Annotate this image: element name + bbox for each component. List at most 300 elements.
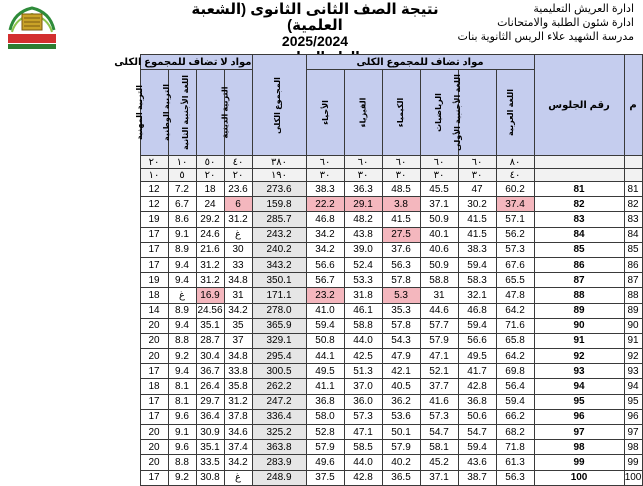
bio-cell: 38.3: [306, 182, 344, 197]
math-cell: 58.1: [420, 440, 458, 455]
total-cell: 343.2: [252, 257, 306, 272]
spacer: [0, 379, 140, 394]
national-cell: 9.2: [168, 470, 196, 485]
foreign2-cell: 24.6: [196, 227, 224, 242]
total-cell: 273.6: [252, 182, 306, 197]
table-row: [0, 455, 642, 470]
table-row: [0, 425, 642, 440]
phys-cell: 39.0: [344, 242, 382, 257]
total-cell: 300.5: [252, 364, 306, 379]
chem-cell: 50.1: [382, 425, 420, 440]
arabic-cell: 37.4: [496, 197, 534, 212]
religion-cell: 37.8: [224, 409, 252, 424]
school-emblem-icon: [4, 2, 60, 52]
bio-cell: 49.6: [306, 455, 344, 470]
foreign2-cell: 29.2: [196, 212, 224, 227]
table-row: [0, 333, 642, 348]
foreign1-cell: 43.6: [458, 455, 496, 470]
math-cell: 57.9: [420, 333, 458, 348]
total-cell: 159.8: [252, 197, 306, 212]
religion-cell: 6: [224, 197, 252, 212]
foreign2-cell: 33.5: [196, 455, 224, 470]
foreign2-cell: 30.9: [196, 425, 224, 440]
spacer: [0, 273, 140, 288]
table-row: [0, 197, 642, 212]
phys-cell: 31.8: [344, 288, 382, 303]
total-cell: 350.1: [252, 273, 306, 288]
admin-line: ادارة العريش التعليمية: [533, 3, 634, 15]
total-cell: 248.9: [252, 470, 306, 485]
arabic-cell: 60.2: [496, 182, 534, 197]
phys-cell: 47.1: [344, 425, 382, 440]
math-cell: 37.1: [420, 197, 458, 212]
religion-cell: 34.6: [224, 425, 252, 440]
phys-cell: 44.0: [344, 455, 382, 470]
total-cell: 329.1: [252, 333, 306, 348]
foreign1-cell: 41.5: [458, 212, 496, 227]
arabic-cell: 67.6: [496, 257, 534, 272]
bio-cell: 59.4: [306, 318, 344, 333]
spacer: [0, 257, 140, 272]
bio-cell: 58.0: [306, 409, 344, 424]
table-row: [0, 303, 642, 318]
subject-label: الأحياء: [320, 100, 330, 125]
results-table: [0, 54, 643, 486]
vocational-cell: 20: [140, 455, 168, 470]
seat-cell: 91: [534, 333, 624, 348]
subject-header: [344, 70, 382, 156]
chem-cell: 40.2: [382, 455, 420, 470]
academic-year: 2025/2024: [281, 33, 349, 49]
bio-cell: 34.2: [306, 227, 344, 242]
spacer: [0, 318, 140, 333]
religion-cell: 37: [224, 333, 252, 348]
foreign1-cell: 47: [458, 182, 496, 197]
vocational-cell: 12: [140, 197, 168, 212]
seat-cell: 100: [534, 470, 624, 485]
math-cell: 37.1: [420, 470, 458, 485]
phys-cell: 36.3: [344, 182, 382, 197]
results-body: [0, 182, 642, 486]
chem-cell: 35.3: [382, 303, 420, 318]
math-cell: 40.1: [420, 227, 458, 242]
spacer: [0, 425, 140, 440]
national-cell: 9.6: [168, 409, 196, 424]
min-mark-cell: ٣٠: [382, 169, 420, 182]
subject-label: اللغة العربية: [505, 89, 515, 136]
table-row: [0, 379, 642, 394]
table-row: [0, 409, 642, 424]
max-mark-cell: ٦٠: [344, 156, 382, 169]
max-mark-cell: ٥٠: [196, 156, 224, 169]
arabic-cell: 68.2: [496, 425, 534, 440]
bio-cell: 56.7: [306, 273, 344, 288]
subject-header: [306, 70, 344, 156]
foreign1-cell: 38.3: [458, 242, 496, 257]
foreign1-cell: 59.4: [458, 318, 496, 333]
spacer: [0, 409, 140, 424]
min-mark-cell: ١٩٠: [252, 169, 306, 182]
math-cell: 50.9: [420, 257, 458, 272]
national-cell: 9.2: [168, 349, 196, 364]
vocational-cell: 17: [140, 257, 168, 272]
foreign2-cell: 16.9: [196, 288, 224, 303]
bio-cell: 57.9: [306, 440, 344, 455]
arabic-cell: 69.8: [496, 364, 534, 379]
seat-cell: 96: [534, 409, 624, 424]
phys-cell: 58.8: [344, 318, 382, 333]
math-cell: 40.6: [420, 242, 458, 257]
national-cell: 8.6: [168, 212, 196, 227]
national-cell: 8.1: [168, 379, 196, 394]
vocational-cell: 17: [140, 227, 168, 242]
religion-cell: 35.8: [224, 379, 252, 394]
table-row: [0, 318, 642, 333]
blank-cell: [624, 169, 642, 182]
blank-cell: [624, 156, 642, 169]
foreign2-cell: 26.4: [196, 379, 224, 394]
idx-cell: 92: [624, 349, 642, 364]
seat-cell: 99: [534, 455, 624, 470]
arabic-cell: 64.2: [496, 349, 534, 364]
seat-cell: 83: [534, 212, 624, 227]
phys-cell: 44.0: [344, 333, 382, 348]
excluded-group-header: مواد لا تضاف للمجموع الكلى: [114, 56, 252, 68]
phys-cell: 57.3: [344, 409, 382, 424]
foreign1-cell: 41.5: [458, 227, 496, 242]
bio-cell: 44.1: [306, 349, 344, 364]
seat-cell: 90: [534, 318, 624, 333]
foreign1-cell: 59.4: [458, 440, 496, 455]
religion-cell: 34.8: [224, 273, 252, 288]
chem-cell: 36.2: [382, 394, 420, 409]
religion-cell: 30: [224, 242, 252, 257]
idx-cell: 87: [624, 273, 642, 288]
table-row: [0, 227, 642, 242]
bio-cell: 36.8: [306, 394, 344, 409]
phys-cell: 46.1: [344, 303, 382, 318]
phys-cell: 42.5: [344, 349, 382, 364]
min-mark-cell: ٢٠: [224, 169, 252, 182]
seat-cell: 84: [534, 227, 624, 242]
school-logo: [4, 2, 60, 52]
arabic-cell: 64.2: [496, 303, 534, 318]
national-cell: 9.1: [168, 227, 196, 242]
math-cell: 50.9: [420, 212, 458, 227]
arabic-cell: 47.8: [496, 288, 534, 303]
bio-cell: 23.2: [306, 288, 344, 303]
total-header: [252, 55, 306, 156]
vocational-cell: 17: [140, 364, 168, 379]
arabic-cell: 57.1: [496, 212, 534, 227]
phys-cell: 37.0: [344, 379, 382, 394]
national-cell: 8.8: [168, 455, 196, 470]
table-row: [0, 470, 642, 485]
bio-cell: 34.2: [306, 242, 344, 257]
foreign1-cell: 30.2: [458, 197, 496, 212]
spacer: [0, 470, 140, 485]
math-cell: 31: [420, 288, 458, 303]
math-cell: 58.8: [420, 273, 458, 288]
spacer: [0, 288, 140, 303]
chem-cell: 48.5: [382, 182, 420, 197]
chem-cell: 5.3: [382, 288, 420, 303]
chem-cell: 56.3: [382, 257, 420, 272]
table-row: [0, 212, 642, 227]
total-cell: 171.1: [252, 288, 306, 303]
min-mark-cell: ٢٠: [196, 169, 224, 182]
spacer: [0, 55, 140, 182]
foreign2-cell: 30.4: [196, 349, 224, 364]
max-mark-cell: ٦٠: [382, 156, 420, 169]
administration-block: [444, 2, 634, 44]
idx-cell: 84: [624, 227, 642, 242]
total-cell: 283.9: [252, 455, 306, 470]
spacer: [0, 333, 140, 348]
math-cell: 44.6: [420, 303, 458, 318]
chem-cell: 3.8: [382, 197, 420, 212]
total-cell: 365.9: [252, 318, 306, 333]
seat-cell: 97: [534, 425, 624, 440]
foreign2-cell: 30.8: [196, 470, 224, 485]
math-cell: 57.3: [420, 409, 458, 424]
bio-cell: 37.5: [306, 470, 344, 485]
foreign1-cell: 32.1: [458, 288, 496, 303]
arabic-cell: 59.4: [496, 394, 534, 409]
national-cell: 7.2: [168, 182, 196, 197]
religion-cell: 34.2: [224, 303, 252, 318]
table-row: [0, 242, 642, 257]
idx-cell: 100: [624, 470, 642, 485]
foreign2-cell: 35.1: [196, 318, 224, 333]
table-row: [0, 257, 642, 272]
religion-cell: غ: [224, 227, 252, 242]
subject-label: اللغة الأجنبية الأولى: [452, 74, 462, 151]
bio-cell: 49.5: [306, 364, 344, 379]
total-cell: 247.2: [252, 394, 306, 409]
phys-cell: 29.1: [344, 197, 382, 212]
blank-cell: [534, 156, 624, 169]
foreign1-cell: 38.7: [458, 470, 496, 485]
foreign2-cell: 36.4: [196, 409, 224, 424]
vocational-cell: 19: [140, 273, 168, 288]
blank-cell: [534, 169, 624, 182]
phys-cell: 42.8: [344, 470, 382, 485]
seat-cell: 95: [534, 394, 624, 409]
spacer: [0, 242, 140, 257]
idx-cell: 98: [624, 440, 642, 455]
religion-cell: 31.2: [224, 212, 252, 227]
chem-cell: 40.5: [382, 379, 420, 394]
arabic-cell: 57.3: [496, 242, 534, 257]
religion-cell: 33: [224, 257, 252, 272]
phys-cell: 52.4: [344, 257, 382, 272]
seat-cell: 86: [534, 257, 624, 272]
math-cell: 45.2: [420, 455, 458, 470]
subject-label: الكيمياء: [396, 97, 406, 128]
max-mark-cell: ٨٠: [496, 156, 534, 169]
chem-cell: 53.6: [382, 409, 420, 424]
table-row: [0, 440, 642, 455]
arabic-cell: 56.4: [496, 379, 534, 394]
math-cell: 57.7: [420, 318, 458, 333]
chem-cell: 36.5: [382, 470, 420, 485]
foreign2-cell: 31.2: [196, 273, 224, 288]
seat-number-header: رقم الجلوس: [534, 55, 624, 156]
seat-cell: 94: [534, 379, 624, 394]
vocational-cell: 20: [140, 440, 168, 455]
seat-cell: 89: [534, 303, 624, 318]
included-group-header: مواد تضاف للمجموع الكلى: [306, 55, 534, 70]
vocational-cell: 17: [140, 394, 168, 409]
math-cell: 54.7: [420, 425, 458, 440]
idx-cell: 97: [624, 425, 642, 440]
idx-cell: 93: [624, 364, 642, 379]
max-mark-cell: ٢٠: [140, 156, 168, 169]
max-mark-cell: ٤٠: [224, 156, 252, 169]
index-header: م: [624, 55, 642, 156]
foreign2-cell: 28.7: [196, 333, 224, 348]
vocational-cell: 18: [140, 288, 168, 303]
religion-cell: غ: [224, 470, 252, 485]
phys-cell: 58.5: [344, 440, 382, 455]
bio-cell: 22.2: [306, 197, 344, 212]
arabic-cell: 65.5: [496, 273, 534, 288]
bio-cell: 52.8: [306, 425, 344, 440]
spacer: [0, 212, 140, 227]
idx-cell: 91: [624, 333, 642, 348]
foreign1-cell: 59.4: [458, 257, 496, 272]
vocational-cell: 19: [140, 212, 168, 227]
spacer: [0, 303, 140, 318]
chem-cell: 57.8: [382, 273, 420, 288]
chem-cell: 47.9: [382, 349, 420, 364]
bio-cell: 41.0: [306, 303, 344, 318]
max-mark-cell: ٣٨٠: [252, 156, 306, 169]
arabic-cell: 56.2: [496, 227, 534, 242]
national-cell: 9.4: [168, 318, 196, 333]
national-cell: 8.9: [168, 303, 196, 318]
table-row: [0, 364, 642, 379]
subject-label: الرياضيات: [433, 93, 443, 132]
min-mark-cell: ٥: [168, 169, 196, 182]
national-cell: 9.4: [168, 364, 196, 379]
foreign2-cell: 21.6: [196, 242, 224, 257]
max-mark-cell: ٦٠: [306, 156, 344, 169]
religion-cell: 31: [224, 288, 252, 303]
table-row: [0, 349, 642, 364]
subject-header: [220, 70, 252, 156]
seat-cell: 93: [534, 364, 624, 379]
total-cell: 262.2: [252, 379, 306, 394]
table-row: [0, 182, 642, 197]
foreign2-cell: 31.2: [196, 257, 224, 272]
foreign1-cell: 36.8: [458, 394, 496, 409]
seat-cell: 88: [534, 288, 624, 303]
idx-cell: 86: [624, 257, 642, 272]
subject-label: التربية الوطنية: [162, 83, 172, 142]
table-row: [0, 394, 642, 409]
subject-label: الفيزياء: [358, 97, 368, 128]
subject-header: [382, 70, 420, 156]
subject-label: التربية الدينية: [220, 86, 230, 139]
foreign2-cell: 24: [196, 197, 224, 212]
table-row: [0, 273, 642, 288]
max-mark-cell: ٦٠: [458, 156, 496, 169]
bio-cell: 50.8: [306, 333, 344, 348]
idx-cell: 81: [624, 182, 642, 197]
spacer: [0, 440, 140, 455]
national-cell: 9.1: [168, 425, 196, 440]
foreign1-cell: 58.3: [458, 273, 496, 288]
religion-cell: 37.4: [224, 440, 252, 455]
idx-cell: 82: [624, 197, 642, 212]
math-cell: 52.1: [420, 364, 458, 379]
arabic-cell: 65.8: [496, 333, 534, 348]
phys-cell: 53.3: [344, 273, 382, 288]
phys-cell: 51.3: [344, 364, 382, 379]
arabic-cell: 56.3: [496, 470, 534, 485]
religion-cell: 35: [224, 318, 252, 333]
foreign1-cell: 41.7: [458, 364, 496, 379]
total-cell: 278.0: [252, 303, 306, 318]
foreign1-cell: 56.6: [458, 333, 496, 348]
bio-cell: 41.1: [306, 379, 344, 394]
vocational-cell: 20: [140, 318, 168, 333]
foreign1-cell: 46.8: [458, 303, 496, 318]
chem-cell: 27.5: [382, 227, 420, 242]
religion-cell: 34.2: [224, 455, 252, 470]
arabic-cell: 71.6: [496, 318, 534, 333]
national-cell: 9.4: [168, 257, 196, 272]
arabic-cell: 66.2: [496, 409, 534, 424]
bio-cell: 56.6: [306, 257, 344, 272]
spacer: [0, 394, 140, 409]
spacer: [0, 349, 140, 364]
religion-cell: 31.2: [224, 394, 252, 409]
chem-cell: 54.3: [382, 333, 420, 348]
report-header: [0, 0, 640, 55]
phys-cell: 48.2: [344, 212, 382, 227]
national-cell: 8.8: [168, 333, 196, 348]
foreign1-cell: 49.5: [458, 349, 496, 364]
vocational-cell: 17: [140, 409, 168, 424]
total-cell: 295.4: [252, 349, 306, 364]
subject-label: التربية المهنية: [135, 84, 145, 141]
spacer: [0, 227, 140, 242]
total-cell: 285.7: [252, 212, 306, 227]
total-cell: 243.2: [252, 227, 306, 242]
national-cell: 8.1: [168, 394, 196, 409]
spacer: [0, 364, 140, 379]
bio-cell: 46.8: [306, 212, 344, 227]
spacer: [0, 455, 140, 470]
min-mark-cell: ٣٠: [306, 169, 344, 182]
vocational-cell: 12: [140, 182, 168, 197]
seat-cell: 85: [534, 242, 624, 257]
max-mark-cell: ١٠: [168, 156, 196, 169]
national-cell: 8.9: [168, 242, 196, 257]
idx-cell: 95: [624, 394, 642, 409]
spacer: [0, 197, 140, 212]
seat-cell: 82: [534, 197, 624, 212]
national-cell: 6.7: [168, 197, 196, 212]
seat-cell: 81: [534, 182, 624, 197]
total-cell: 336.4: [252, 409, 306, 424]
admin-line: مدرسة الشهيد علاء الريس الثانوية بنات: [457, 31, 634, 43]
religion-cell: 23.6: [224, 182, 252, 197]
foreign2-cell: 35.1: [196, 440, 224, 455]
